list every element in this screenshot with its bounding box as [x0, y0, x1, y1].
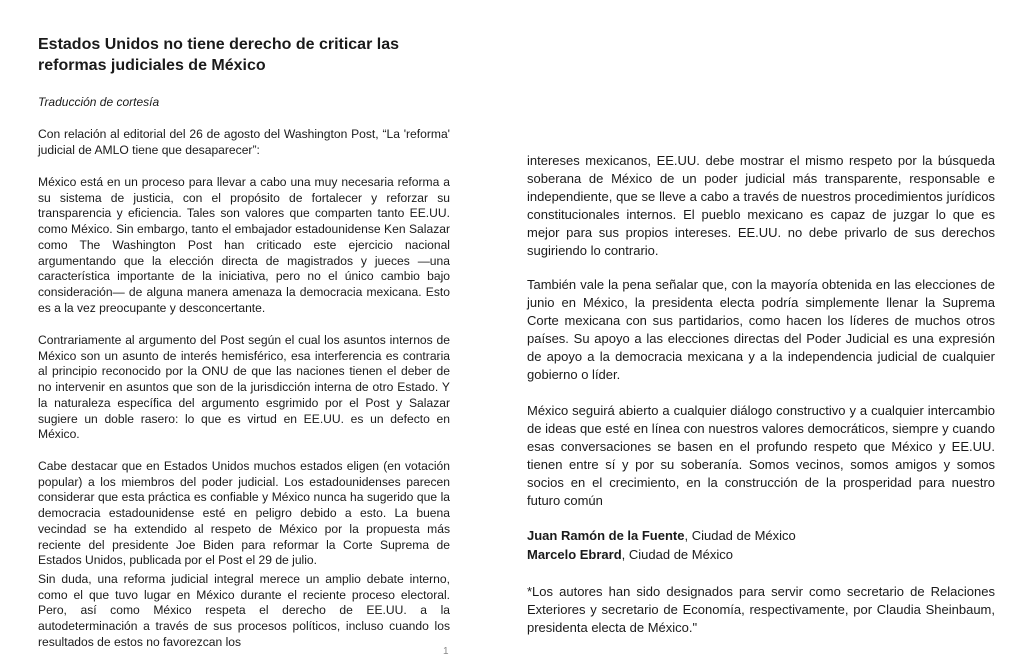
paragraph-dialogue: México seguirá abierto a cualquier diálogo constructivo y a cualquier intercambio de ideas que esté en línea con nuestros valores democráticos, siempre y cuando esas conversaciones se basen en el profundo respeto que México y EE.UU. tienen entre sí y por su soberanía. Somos vecinos, somos amigos y somos socios en el crecimiento, en la construcción de la prosperidad para nuestro futuro común: [527, 403, 995, 508]
signature-location: , Ciudad de México: [621, 547, 733, 562]
signature-de-la-fuente: [527, 527, 796, 545]
paragraph-interference: Contrariamente al argumento del Post según el cual los asuntos internos de México son un asunto de interés hemisférico, esa interferencia es contraria al principio reconocido por la ONU de que las naciones tienen el deber de no intervenir en asuntos que son de la jurisdicción interna de otro Estado. Y la naturaleza específica del argumento esgrimido por el Post y Salazar sugiere un doble rasero: lo que es virtud en EE.UU. es un defecto en México.: [38, 333, 450, 442]
signature-name: Marcelo Ebrard: [527, 547, 622, 562]
article-title: Estados Unidos no tiene derecho de criticar las reformas judiciales de México: [38, 36, 399, 74]
authors-footnote: *Los autores han sido designados para servir como secretario de Relaciones Exteriores y secretario de Economía, respectivamente, por Claudia Sheinbaum, presidenta electa de México.": [527, 584, 995, 635]
signature-name: Juan Ramón de la Fuente: [527, 528, 685, 543]
signature-location: , Ciudad de México: [684, 528, 796, 543]
paragraph-intro: Con relación al editorial del 26 de agosto del Washington Post, “La 'reforma' judicial de AMLO tiene que desaparecer”:: [38, 127, 450, 157]
paragraph-continuation: intereses mexicanos, EE.UU. debe mostrar el mismo respeto por la búsqueda soberana de México de un poder judicial más transparente, responsable e independiente, que se lleve a cabo a través de nuestros procedimientos jurídicos constitucionales internos. El pueblo mexicano es capaz de juzgar lo que es mejor para sus propios intereses. EE.UU. no debe privarlo de sus derechos sugiriendo lo contrario.: [527, 153, 995, 258]
signature-ebrard: [527, 546, 733, 564]
paragraph-reform: México está en un proceso para llevar a cabo una muy necesaria reforma a su sistema de justicia, con el propósito de fortalecer y reforzar su transparencia y eficiencia. Tales son valores que comparten tanto EE.UU. como México. Sin embargo, tanto el embajador estadounidense Ken Salazar como The Washington Post han criticado este ejercicio nacional argumentando que la elección directa de magistrados y jueces —una característica importante de la iniciativa, pero no el único cambio bajo consideración— de alguna manera amenaza la democracia mexicana. Esto es a la vez preocupante y desconcertante.: [38, 175, 450, 315]
paragraph-debate: Sin duda, una reforma judicial integral merece un amplio debate interno, como el que tuvo lugar en México durante el reciente proceso electoral. Pero, así como México respeta el derecho de EE.UU. a la autodeterminación a través de sus procesos políticos, incluso cuando los resultados de estos no favorezcan los: [38, 572, 450, 649]
paragraph-majority: También vale la pena señalar que, con la mayoría obtenida en las elecciones de junio en México, la presidenta electa podría simplemente llenar la Suprema Corte mexicana con sus partidarios, como hacen los líderes de muchos otros países. Su apoyo a las elecciones directas del Poder Judicial es una expresión de apoyo a la democracia mexicana y a la independencia judicial de cualquier gobierno o líder.: [527, 277, 995, 382]
page-number: 1: [443, 646, 449, 657]
paragraph-us-states: Cabe destacar que en Estados Unidos muchos estados eligen (en votación popular) a los miembros del poder judicial. Los estadounidenses parecen considerar que esta práctica es confiable y México nunca ha sugerido que la democracia estadounidense esté en peligro debido a esto. La buena vecindad se ha extendido al respeto de México por la propuesta más reciente del presidente Joe Biden para reformar la Corte Suprema de Estados Unidos, publicada por el Post el 29 de julio.: [38, 459, 450, 568]
translation-note: Traducción de cortesía: [38, 95, 160, 109]
